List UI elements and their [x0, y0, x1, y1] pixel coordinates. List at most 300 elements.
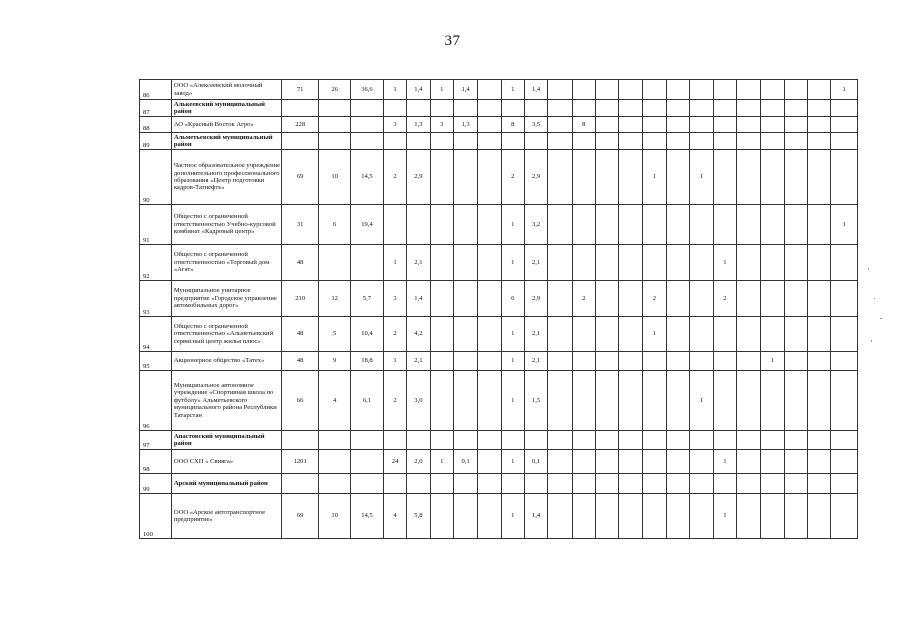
table-cell	[407, 133, 430, 150]
table-cell	[784, 205, 807, 245]
table-cell	[478, 117, 501, 133]
table-cell	[595, 431, 618, 450]
table-cell	[831, 117, 858, 133]
table-cell	[595, 281, 618, 317]
table-cell	[383, 100, 406, 117]
table-cell	[690, 117, 713, 133]
table-cell: 6,1	[351, 371, 384, 431]
table-cell	[808, 431, 831, 450]
table-cell	[430, 133, 453, 150]
table-cell	[737, 474, 761, 494]
table-cell	[690, 450, 713, 474]
table-cell: 6	[319, 205, 351, 245]
table-cell: 48	[282, 245, 319, 281]
table-row	[140, 245, 858, 281]
table-cell	[667, 431, 690, 450]
table-cell: 1	[501, 245, 524, 281]
table-cell	[761, 245, 784, 281]
table-cell	[808, 117, 831, 133]
table-cell	[737, 150, 761, 205]
table-cell	[453, 150, 477, 205]
table-cell: 2	[383, 150, 406, 205]
organization-name	[171, 494, 281, 539]
table-cell	[737, 371, 761, 431]
table-cell: 1	[383, 352, 406, 371]
table-cell	[667, 352, 690, 371]
table-cell	[351, 431, 384, 450]
table-cell: 2,0	[407, 450, 430, 474]
organization-name-text: Частное образовательное учреждение дополнительного профессионального образования «Центр подготовки кадров-Татнефть»	[173, 162, 281, 192]
table-cell	[808, 205, 831, 245]
table-cell: 0,1	[524, 450, 547, 474]
row-number: 95	[140, 352, 172, 371]
organization-name	[171, 352, 281, 371]
table-cell: 1	[642, 317, 666, 352]
table-cell: 1	[713, 245, 736, 281]
table-cell	[595, 494, 618, 539]
organization-name-text: Общество с ограниченной ответственностью Учебно-курсовой комбинат «Кадровый центр»	[173, 213, 276, 236]
table-cell	[737, 133, 761, 150]
table-cell: 9	[319, 352, 351, 371]
table-cell	[713, 431, 736, 450]
table-cell: 1	[430, 450, 453, 474]
table-cell: 8	[572, 117, 595, 133]
table-cell: 1	[501, 80, 524, 100]
table-cell: 1	[501, 450, 524, 474]
table-cell	[407, 431, 430, 450]
table-cell	[784, 352, 807, 371]
table-cell	[808, 133, 831, 150]
table-cell	[808, 281, 831, 317]
table-cell: 3	[383, 117, 406, 133]
table-cell	[548, 100, 572, 117]
table-cell: 1	[501, 205, 524, 245]
table-cell	[478, 474, 501, 494]
table-cell	[595, 117, 618, 133]
table-row	[140, 317, 858, 352]
table-cell	[524, 474, 547, 494]
table-cell	[784, 133, 807, 150]
table-cell	[453, 494, 477, 539]
table-cell	[351, 133, 384, 150]
row-number: 100	[140, 494, 172, 539]
table-cell	[737, 117, 761, 133]
table-cell	[595, 371, 618, 431]
table-cell: 1	[430, 80, 453, 100]
table-cell: 210	[282, 281, 319, 317]
table-cell	[548, 352, 572, 371]
table-cell: 1,4	[524, 80, 547, 100]
table-cell	[642, 371, 666, 431]
table-cell	[831, 450, 858, 474]
table-cell	[453, 245, 477, 281]
table-cell	[453, 352, 477, 371]
table-cell	[501, 431, 524, 450]
table-cell: 14,5	[351, 150, 384, 205]
table-cell	[808, 80, 831, 100]
organization-name	[171, 281, 281, 317]
table-cell	[831, 245, 858, 281]
table-cell: 5,8	[407, 494, 430, 539]
table-cell	[737, 431, 761, 450]
table-cell	[548, 450, 572, 474]
table-cell	[642, 474, 666, 494]
table-cell	[595, 450, 618, 474]
table-cell	[808, 100, 831, 117]
row-number: 92	[140, 245, 172, 281]
table-cell	[667, 245, 690, 281]
table-cell	[430, 150, 453, 205]
table-cell	[548, 205, 572, 245]
table-row	[140, 474, 858, 494]
organization-name	[171, 117, 281, 133]
table-cell	[619, 205, 642, 245]
table-cell	[478, 431, 501, 450]
row-number: 98	[140, 450, 172, 474]
table-cell	[453, 317, 477, 352]
row-number: 88	[140, 117, 172, 133]
table-cell	[430, 317, 453, 352]
table-cell	[383, 205, 406, 245]
table-cell: 1	[831, 80, 858, 100]
table-cell: 2,9	[524, 281, 547, 317]
table-cell	[548, 317, 572, 352]
row-number: 99	[140, 474, 172, 494]
table-cell	[713, 205, 736, 245]
table-cell	[572, 474, 595, 494]
table-cell	[383, 133, 406, 150]
table-cell	[713, 133, 736, 150]
table-cell: 8	[501, 117, 524, 133]
table-cell	[595, 133, 618, 150]
row-number: 87	[140, 100, 172, 117]
table-cell	[478, 80, 501, 100]
table-cell	[595, 205, 618, 245]
table-cell	[784, 100, 807, 117]
table-cell	[761, 317, 784, 352]
table-cell	[690, 474, 713, 494]
table-cell	[430, 100, 453, 117]
table-cell	[642, 133, 666, 150]
table-cell	[572, 494, 595, 539]
table-cell	[548, 474, 572, 494]
table-cell	[453, 205, 477, 245]
organization-name-text: Алькеевский муниципальный район	[173, 100, 265, 115]
table-cell	[690, 133, 713, 150]
table-cell	[642, 450, 666, 474]
table-cell	[619, 317, 642, 352]
organization-name	[171, 245, 281, 281]
table-cell: 3,0	[407, 371, 430, 431]
table-cell	[478, 352, 501, 371]
table-cell: 228	[282, 117, 319, 133]
table-cell	[524, 100, 547, 117]
table-cell	[831, 431, 858, 450]
table-cell	[690, 80, 713, 100]
table-cell	[453, 431, 477, 450]
table-cell	[453, 371, 477, 431]
table-cell	[619, 450, 642, 474]
table-cell	[351, 117, 384, 133]
table-cell	[784, 80, 807, 100]
table-cell	[713, 474, 736, 494]
table-cell	[667, 474, 690, 494]
table-cell	[831, 150, 858, 205]
table-cell: 1	[501, 317, 524, 352]
table-row	[140, 205, 858, 245]
table-cell: 2,1	[524, 317, 547, 352]
table-cell: 48	[282, 317, 319, 352]
organization-name-text: Общество с ограниченной ответственностью «Торговый дом «Агат»	[173, 251, 270, 274]
table-cell	[351, 245, 384, 281]
table-cell: 1	[690, 371, 713, 431]
table-cell	[478, 133, 501, 150]
table-cell	[572, 371, 595, 431]
table-cell	[667, 80, 690, 100]
table-cell: 3	[430, 117, 453, 133]
table-cell	[524, 133, 547, 150]
table-cell	[407, 205, 430, 245]
table-cell	[501, 474, 524, 494]
row-number: 86	[140, 80, 172, 100]
table-row	[140, 371, 858, 431]
table-cell	[761, 100, 784, 117]
table-cell	[831, 494, 858, 539]
row-number: 93	[140, 281, 172, 317]
table-cell	[737, 80, 761, 100]
table-cell	[737, 494, 761, 539]
table-cell: 6	[501, 281, 524, 317]
scan-speck	[871, 340, 872, 342]
table-cell: 4,2	[407, 317, 430, 352]
table-cell: 12	[319, 281, 351, 317]
table-cell: 1	[761, 352, 784, 371]
table-cell	[761, 80, 784, 100]
table-cell: 1,5	[524, 371, 547, 431]
table-cell	[548, 245, 572, 281]
table-cell	[667, 150, 690, 205]
organization-name	[171, 431, 281, 450]
table-cell	[282, 431, 319, 450]
table-cell	[548, 117, 572, 133]
table-row	[140, 100, 858, 117]
table-cell	[737, 245, 761, 281]
table-cell: 1,4	[407, 80, 430, 100]
table-cell	[478, 150, 501, 205]
table-cell	[784, 474, 807, 494]
organization-name	[171, 371, 281, 431]
table-cell: 2	[642, 281, 666, 317]
table-cell	[713, 371, 736, 431]
table-cell	[737, 317, 761, 352]
scan-speck	[880, 318, 882, 319]
table-cell: 0,1	[453, 450, 477, 474]
table-row	[140, 117, 858, 133]
table-cell	[572, 133, 595, 150]
organization-name-text: АО «Красный Восток Агро»	[173, 120, 254, 128]
table-cell: 2	[501, 150, 524, 205]
table-cell	[831, 317, 858, 352]
table-cell	[351, 474, 384, 494]
table-cell	[642, 117, 666, 133]
table-cell	[642, 431, 666, 450]
table-row	[140, 80, 858, 100]
table-cell	[690, 205, 713, 245]
table-cell	[407, 474, 430, 494]
organization-name-text: Общество с ограниченной ответственностью «Альметьевский сервисный центр жилья плюс»	[173, 322, 274, 345]
table-cell	[383, 474, 406, 494]
table-cell	[784, 431, 807, 450]
organization-name-text: ООО «Алексеевский молочный завод»	[173, 82, 263, 97]
table-cell	[784, 150, 807, 205]
table-cell	[761, 133, 784, 150]
table-cell	[690, 494, 713, 539]
table-cell	[453, 474, 477, 494]
page-number: 37	[444, 33, 461, 49]
table-cell	[761, 150, 784, 205]
table-cell	[282, 133, 319, 150]
table-cell: 71	[282, 80, 319, 100]
table-cell	[478, 494, 501, 539]
table-cell	[501, 100, 524, 117]
table-cell	[667, 133, 690, 150]
table-cell: 1	[501, 352, 524, 371]
table-cell	[548, 133, 572, 150]
table-cell	[713, 317, 736, 352]
table-cell: 1	[501, 494, 524, 539]
table-cell	[784, 317, 807, 352]
table-cell: 5	[319, 317, 351, 352]
table-cell	[642, 352, 666, 371]
table-cell	[831, 281, 858, 317]
table-cell	[319, 100, 351, 117]
table-cell	[808, 245, 831, 281]
table-cell: 1	[383, 80, 406, 100]
table-cell	[690, 431, 713, 450]
table-cell	[713, 117, 736, 133]
table-cell	[737, 281, 761, 317]
table-cell: 19,4	[351, 205, 384, 245]
organization-name-text: Апастовский муниципальный район	[173, 432, 265, 447]
table-cell: 2,9	[524, 150, 547, 205]
table-cell: 3,2	[524, 205, 547, 245]
table-cell: 1,3	[407, 117, 430, 133]
table-cell: 14,5	[351, 494, 384, 539]
table-row	[140, 450, 858, 474]
table-cell	[713, 100, 736, 117]
table-cell	[619, 431, 642, 450]
table-cell	[690, 352, 713, 371]
table-cell	[831, 474, 858, 494]
table-cell: 31	[282, 205, 319, 245]
table-cell	[619, 494, 642, 539]
table-cell	[595, 245, 618, 281]
row-number: 91	[140, 205, 172, 245]
table-cell	[808, 150, 831, 205]
table-cell	[831, 100, 858, 117]
table-cell: 1,3	[453, 117, 477, 133]
table-cell	[831, 352, 858, 371]
table-cell	[572, 352, 595, 371]
table-cell: 1	[831, 205, 858, 245]
table-cell	[351, 100, 384, 117]
table-cell: 1,4	[453, 80, 477, 100]
table-cell	[667, 100, 690, 117]
table-cell	[572, 100, 595, 117]
organization-name-text: Акционерное общество «Татех»	[173, 357, 265, 365]
table-cell: 36,6	[351, 80, 384, 100]
table-cell	[595, 317, 618, 352]
table-cell	[548, 494, 572, 539]
organization-name	[171, 133, 281, 150]
table-cell	[761, 494, 784, 539]
table-cell	[478, 281, 501, 317]
organization-name-text: ООО СХП « Свияга»	[173, 457, 234, 465]
table-cell	[430, 371, 453, 431]
organization-name-text: ООО «Арское автотранспортное предприятие»	[173, 508, 266, 523]
table-cell	[642, 494, 666, 539]
table-cell: 69	[282, 150, 319, 205]
table-cell	[667, 117, 690, 133]
table-cell: 69	[282, 494, 319, 539]
table-cell: 1,4	[407, 281, 430, 317]
table-row	[140, 133, 858, 150]
table-cell: 24	[383, 450, 406, 474]
table-cell	[501, 133, 524, 150]
table-cell	[619, 371, 642, 431]
table-cell	[548, 80, 572, 100]
table-cell	[667, 450, 690, 474]
table-cell: 10,4	[351, 317, 384, 352]
table-cell	[831, 133, 858, 150]
table-cell	[319, 245, 351, 281]
table-cell: 3	[383, 281, 406, 317]
table-cell	[690, 281, 713, 317]
table-cell	[619, 117, 642, 133]
table-cell	[808, 494, 831, 539]
table-cell	[319, 431, 351, 450]
table-cell	[619, 150, 642, 205]
table-row	[140, 150, 858, 205]
row-number: 90	[140, 150, 172, 205]
table-cell	[761, 450, 784, 474]
table-cell	[831, 371, 858, 431]
table-cell: 2,1	[524, 245, 547, 281]
table-cell	[407, 100, 430, 117]
table-cell	[642, 100, 666, 117]
table-cell	[478, 205, 501, 245]
row-number: 97	[140, 431, 172, 450]
table-cell	[595, 80, 618, 100]
table-cell	[690, 100, 713, 117]
table-cell	[595, 474, 618, 494]
table-cell	[761, 371, 784, 431]
table-cell	[430, 352, 453, 371]
table-cell	[690, 317, 713, 352]
table-cell	[784, 494, 807, 539]
table-cell	[713, 150, 736, 205]
table-cell	[737, 100, 761, 117]
table-cell: 48	[282, 352, 319, 371]
table-cell	[478, 100, 501, 117]
table-cell	[572, 245, 595, 281]
organization-name-text: Альметьевский муниципальный район	[173, 133, 273, 148]
table-cell	[319, 450, 351, 474]
table-cell	[548, 150, 572, 205]
table-cell	[430, 431, 453, 450]
table-cell	[784, 281, 807, 317]
table-cell	[453, 281, 477, 317]
